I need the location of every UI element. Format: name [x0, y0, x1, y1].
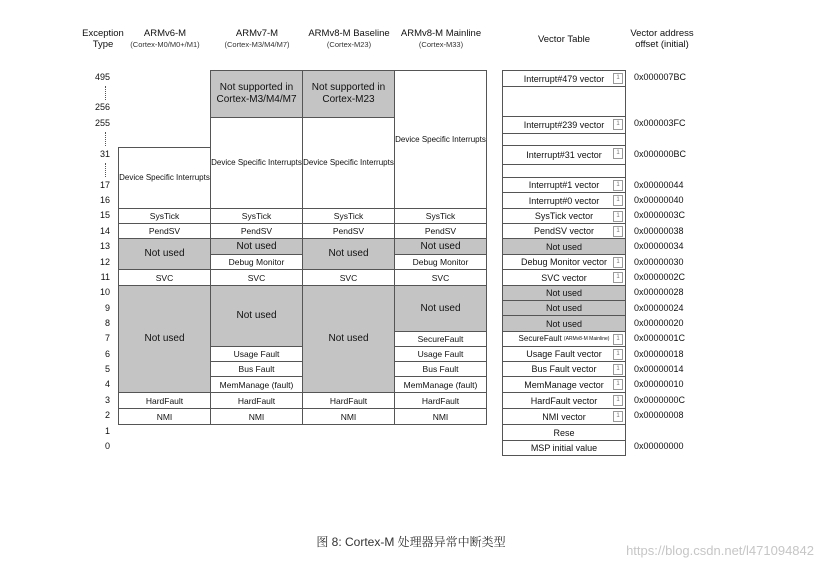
- v8m-not-used-13: Not used: [394, 238, 487, 255]
- addr-16: 0x00000040: [634, 195, 684, 205]
- header-armv8m-baseline: [302, 28, 396, 50]
- vector-not-used-9: Not used: [502, 300, 626, 316]
- header-vector-address-title: Vector address offset (initial): [630, 28, 694, 50]
- vector-usage-fault: [502, 346, 626, 362]
- vector-securefault: [502, 331, 626, 347]
- vector-interrupt-479: [502, 70, 626, 87]
- row-num-11: 11: [100, 272, 110, 282]
- vector-label: NMI vector: [542, 411, 586, 422]
- row-num-7: 7: [104, 333, 110, 343]
- v7-usage-fault: Usage Fault: [210, 346, 303, 362]
- row-num-17: 17: [99, 180, 110, 190]
- vector-note: (ARMv8-M Mainline): [563, 336, 610, 342]
- header-armv7m: [210, 28, 304, 50]
- vector-marker: 1: [613, 349, 623, 360]
- v8m-usage-fault: Usage Fault: [394, 346, 487, 362]
- v8m-nmi: NMI: [394, 408, 487, 425]
- v8b-svc: SVC: [302, 269, 395, 286]
- addr-495: 0x000007BC: [634, 72, 687, 82]
- header-armv6m: [118, 28, 212, 50]
- vector-label: Rese: [553, 427, 575, 438]
- v8m-svc: SVC: [394, 269, 487, 286]
- header-armv8m-mainline-title: ARMv8-M Mainline: [400, 28, 482, 39]
- addr-17: 0x00000044: [634, 180, 684, 190]
- header-vector-address: [624, 28, 700, 50]
- addr-11: 0x0000002C: [634, 272, 686, 282]
- vector-label: Interrupt#479 vector: [523, 73, 605, 84]
- vector-label: Interrupt#31 vector: [526, 150, 602, 160]
- v6-pendsv: PendSV: [118, 223, 211, 239]
- vector-interrupt-239: [502, 116, 626, 134]
- v8m-pendsv: PendSV: [394, 223, 487, 239]
- v8b-systick: SysTick: [302, 208, 395, 224]
- vector-marker: 1: [613, 211, 623, 222]
- row-num-256: 256: [94, 102, 110, 112]
- vector-label: SecureFault: [518, 334, 562, 343]
- v8m-hardfault: HardFault: [394, 392, 487, 409]
- header-armv7m-title: ARMv7-M: [235, 28, 279, 39]
- v8b-not-used-13-12: Not used: [302, 238, 395, 270]
- vector-marker: 1: [613, 73, 623, 84]
- v7-not-used-13: Not used: [210, 238, 303, 255]
- addr-5: 0x00000014: [634, 364, 684, 374]
- header-exception-label: Exception Type: [82, 28, 124, 50]
- header-vector-table-title: Vector Table: [537, 34, 591, 45]
- v7-nmi: NMI: [210, 408, 303, 425]
- vector-hardfault: [502, 392, 626, 409]
- vector-label: HardFault vector: [530, 395, 598, 406]
- vector-msp-initial: [502, 440, 626, 456]
- header-armv8m-mainline-sub: (Cortex-M33): [418, 40, 464, 49]
- header-vector-table: [502, 34, 626, 45]
- v7-memmanage: MemManage (fault): [210, 376, 303, 393]
- v8b-pendsv: PendSV: [302, 223, 395, 239]
- row-num-495: 495: [94, 72, 110, 82]
- addr-8: 0x00000020: [634, 318, 684, 328]
- v6-hardfault: HardFault: [118, 392, 211, 409]
- row-gap-dots: [105, 132, 106, 146]
- addr-0: 0x00000000: [634, 441, 684, 451]
- vector-label: Bus Fault vector: [531, 364, 597, 374]
- vector-marker: 1: [613, 379, 623, 390]
- addr-15: 0x0000003C: [634, 210, 686, 220]
- v7-systick: SysTick: [210, 208, 303, 224]
- watermark: https://blog.csdn.net/l471094842: [626, 543, 814, 558]
- row-num-0: 0: [104, 441, 110, 451]
- figure-caption: 图 8: Cortex-M 处理器异常中断类型: [316, 535, 506, 549]
- header-armv8m-baseline-title: ARMv8-M Baseline: [308, 28, 390, 39]
- v6-not-used-10-4: Not used: [118, 285, 211, 393]
- vector-nmi: [502, 408, 626, 425]
- row-num-3: 3: [104, 395, 110, 405]
- v7-pendsv: PendSV: [210, 223, 303, 239]
- addr-10: 0x00000028: [634, 287, 684, 297]
- row-num-16: 16: [99, 195, 110, 205]
- v7-bus-fault: Bus Fault: [210, 361, 303, 377]
- vector-marker: 1: [613, 180, 623, 191]
- row-gap-dots: [105, 163, 106, 177]
- row-num-31: 31: [99, 149, 110, 159]
- vector-systick: [502, 208, 626, 224]
- v8m-device-specific: Device Specific Interrupts: [394, 70, 487, 209]
- vector-marker: 1: [613, 411, 623, 422]
- v6-not-used-13-12: Not used: [118, 238, 211, 270]
- vector-marker: 1: [613, 334, 623, 345]
- row-gap-dots: [105, 86, 106, 100]
- v6-systick: SysTick: [118, 208, 211, 224]
- v8m-memmanage: MemManage (fault): [394, 376, 487, 393]
- v8b-device-specific: Device Specific Interrupts: [302, 117, 395, 209]
- v8m-securefault: SecureFault: [394, 331, 487, 347]
- row-num-14: 14: [99, 226, 110, 236]
- addr-12: 0x00000030: [634, 257, 684, 267]
- v6-svc: SVC: [118, 269, 211, 286]
- v7-not-supported: Not supported in Cortex-M3/M4/M7: [210, 70, 303, 118]
- vector-memmanage: [502, 376, 626, 393]
- v7-hardfault: HardFault: [210, 392, 303, 409]
- row-num-15: 15: [99, 210, 110, 220]
- v8b-not-supported: Not supported in Cortex-M23: [302, 70, 395, 118]
- row-num-2: 2: [104, 410, 110, 420]
- addr-7: 0x0000001C: [634, 333, 686, 343]
- vector-pendsv: [502, 223, 626, 239]
- addr-13: 0x00000034: [634, 241, 684, 251]
- vector-marker: 1: [613, 257, 623, 268]
- v8m-systick: SysTick: [394, 208, 487, 224]
- vector-label: Debug Monitor vector: [520, 257, 608, 267]
- header-armv6m-title: ARMv6-M: [143, 28, 187, 39]
- row-num-12: 12: [99, 257, 110, 267]
- v8b-not-used-10-4: Not used: [302, 285, 395, 393]
- row-num-1: 1: [104, 426, 110, 436]
- vector-interrupt-1: [502, 177, 626, 193]
- row-num-4: 4: [104, 379, 110, 389]
- vector-marker: 1: [613, 148, 623, 159]
- vector-label: SysTick vector: [534, 211, 594, 221]
- addr-4: 0x00000010: [634, 379, 684, 389]
- addr-255: 0x000003FC: [634, 118, 686, 128]
- addr-31: 0x000000BC: [634, 149, 687, 159]
- header-armv7m-sub: (Cortex-M3/M4/M7): [224, 40, 290, 49]
- v6-nmi: NMI: [118, 408, 211, 425]
- vector-not-used-8: Not used: [502, 315, 626, 332]
- vector-label: MSP initial value: [530, 443, 598, 453]
- addr-2: 0x00000008: [634, 410, 684, 420]
- vector-label: Interrupt#1 vector: [528, 180, 600, 190]
- vector-marker: 1: [613, 364, 623, 375]
- vector-marker: 1: [613, 395, 623, 406]
- vector-not-used-13: Not used: [502, 238, 626, 255]
- row-num-9: 9: [104, 303, 110, 313]
- vector-label: MemManage vector: [524, 379, 604, 390]
- vector-debug-monitor: [502, 254, 626, 270]
- row-num-10: 10: [99, 287, 110, 297]
- v8b-hardfault: HardFault: [302, 392, 395, 409]
- vector-label: SVC vector: [541, 272, 587, 283]
- vector-interrupt-0: [502, 192, 626, 209]
- vector-not-used-10: Not used: [502, 285, 626, 301]
- vector-bus-fault: [502, 361, 626, 377]
- vector-gap-upper: [502, 86, 626, 117]
- addr-14: 0x00000038: [634, 226, 684, 236]
- row-num-6: 6: [104, 349, 110, 359]
- header-armv6m-sub: (Cortex-M0/M0+/M1): [130, 40, 200, 49]
- addr-9: 0x00000024: [634, 303, 684, 313]
- row-num-8: 8: [104, 318, 110, 328]
- vector-gap-lower: [502, 164, 626, 178]
- row-num-13: 13: [99, 241, 110, 251]
- v8m-bus-fault: Bus Fault: [394, 361, 487, 377]
- v8m-not-used-10-8: Not used: [394, 285, 487, 332]
- vector-label: Interrupt#239 vector: [523, 120, 605, 130]
- v8m-debug-monitor: Debug Monitor: [394, 254, 487, 270]
- vector-label: Interrupt#0 vector: [528, 195, 600, 206]
- header-armv8m-baseline-sub: (Cortex-M23): [326, 40, 372, 49]
- row-num-255: 255: [94, 118, 110, 128]
- vector-marker: 1: [613, 272, 623, 283]
- vector-marker: 1: [613, 119, 623, 130]
- v7-not-used-10-7: Not used: [210, 285, 303, 347]
- addr-6: 0x00000018: [634, 349, 684, 359]
- vector-marker: 1: [613, 226, 623, 237]
- header-armv8m-mainline: [394, 28, 488, 50]
- row-num-5: 5: [104, 364, 110, 374]
- v6-device-specific: Device Specific Interrupts: [118, 147, 211, 209]
- addr-3: 0x0000000C: [634, 395, 686, 405]
- vector-marker: 1: [613, 195, 623, 206]
- v7-device-specific: Device Specific Interrupts: [210, 117, 303, 209]
- vector-label: Usage Fault vector: [526, 349, 602, 359]
- vector-label: PendSV vector: [533, 226, 595, 236]
- vector-svc: [502, 269, 626, 286]
- vector-interrupt-31: [502, 145, 626, 165]
- v8b-nmi: NMI: [302, 408, 395, 425]
- v7-svc: SVC: [210, 269, 303, 286]
- v7-debug-monitor: Debug Monitor: [210, 254, 303, 270]
- vector-reset: [502, 424, 626, 441]
